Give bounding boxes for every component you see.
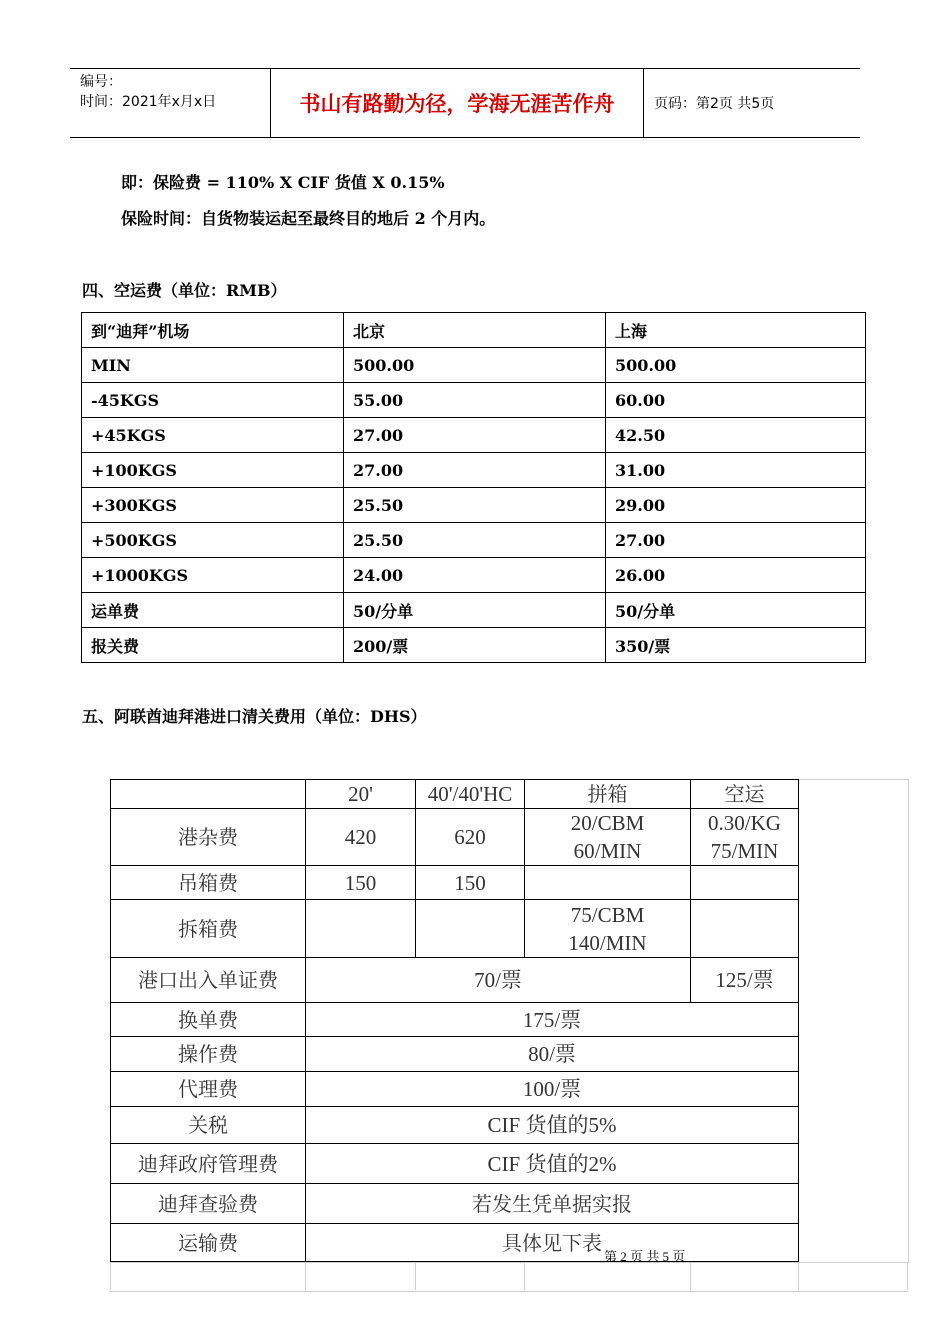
table-row [111, 1144, 799, 1184]
table-cell: +100KGS [82, 453, 344, 488]
table-cell: 0.30/KG 75/MIN [691, 809, 799, 866]
section4-title: 四、空运费（单位：RMB） [82, 281, 287, 300]
table-row [82, 523, 866, 558]
table-cell: 55.00 [344, 383, 606, 418]
table-cell: 40'/40'HC [416, 780, 525, 809]
table-cell: 拆箱费 [111, 900, 306, 958]
table-cell: 75/CBM 140/MIN [525, 900, 691, 958]
table-cell: 报关费 [82, 628, 344, 663]
page-header [70, 68, 860, 138]
spreadsheet-gridline [798, 1262, 799, 1290]
table-cell: 若发生凭单据实报 [306, 1184, 799, 1224]
table-cell: 100/票 [306, 1072, 799, 1107]
table-row [111, 1003, 799, 1037]
motto: 书山有路勤为径，学海无涯苦作舟 [299, 91, 615, 116]
spreadsheet-gridline [524, 1262, 525, 1290]
table-cell: -45KGS [82, 383, 344, 418]
table-row [82, 488, 866, 523]
table-cell: 25.50 [344, 523, 606, 558]
table-row [82, 593, 866, 628]
table-cell: 27.00 [606, 523, 866, 558]
table-cell: 27.00 [344, 418, 606, 453]
table-cell: CIF 货值的2% [306, 1144, 799, 1184]
spreadsheet-extra-column [798, 779, 909, 1263]
spreadsheet-gridline [110, 1262, 908, 1292]
header-motto-cell [271, 69, 644, 137]
table-cell [691, 900, 799, 958]
doc-number-label: 编号： [80, 74, 122, 90]
table-cell: 620 [416, 809, 525, 866]
table-cell: 上海 [606, 313, 866, 348]
table-cell: 50/分单 [606, 593, 866, 628]
spreadsheet-gridline [907, 1262, 908, 1290]
table-cell: 500.00 [606, 348, 866, 383]
table-cell: 运输费 [111, 1224, 306, 1262]
table-cell: +45KGS [82, 418, 344, 453]
table-cell: 代理费 [111, 1072, 306, 1107]
table-cell: 到“迪拜”机场 [82, 313, 344, 348]
table-cell: 北京 [344, 313, 606, 348]
table-cell: 125/票 [691, 958, 799, 1003]
table-cell: 500.00 [344, 348, 606, 383]
table-row [82, 558, 866, 593]
table-row [82, 628, 866, 663]
table-cell: 具体见下表 [306, 1224, 799, 1262]
table-row [111, 809, 799, 866]
table-cell: 空运 [691, 780, 799, 809]
table-cell: CIF 货值的5% [306, 1107, 799, 1144]
table-cell: 换单费 [111, 1003, 306, 1037]
table-cell: 港杂费 [111, 809, 306, 866]
table-cell: 20' [306, 780, 416, 809]
table-row [111, 1224, 799, 1262]
table-row [111, 1072, 799, 1107]
table-cell: 27.00 [344, 453, 606, 488]
table-row [82, 418, 866, 453]
table-cell: +1000KGS [82, 558, 344, 593]
table-cell: 拼箱 [525, 780, 691, 809]
table-cell: 29.00 [606, 488, 866, 523]
table-cell: 迪拜查验费 [111, 1184, 306, 1224]
air-freight-table [81, 312, 866, 663]
table-cell: 350/票 [606, 628, 866, 663]
table-cell: 42.50 [606, 418, 866, 453]
table-cell: 运单费 [82, 593, 344, 628]
doc-time-label: 时间：2021年x月x日 [80, 94, 217, 110]
table-cell [691, 866, 799, 900]
table-cell: 70/票 [306, 958, 691, 1003]
header-meta-cell [70, 69, 271, 137]
table-row [82, 453, 866, 488]
table-cell: +500KGS [82, 523, 344, 558]
spreadsheet-gridline [415, 1262, 416, 1290]
table-header-row [111, 780, 799, 809]
table-cell: 迪拜政府管理费 [111, 1144, 306, 1184]
insurance-formula: 即：保险费 = 110% X CIF 货值 X 0.15% [121, 173, 445, 192]
table-cell [525, 866, 691, 900]
table-cell: 吊箱费 [111, 866, 306, 900]
spreadsheet-gridline [690, 1262, 691, 1290]
table-row [82, 348, 866, 383]
table-row [111, 1107, 799, 1144]
table-cell: 200/票 [344, 628, 606, 663]
table-cell: 80/票 [306, 1037, 799, 1072]
table-cell: 26.00 [606, 558, 866, 593]
table-row [111, 900, 799, 958]
table-cell: 25.50 [344, 488, 606, 523]
table-cell: 港口出入单证费 [111, 958, 306, 1003]
table-row [111, 866, 799, 900]
table-row [82, 383, 866, 418]
table-cell: 175/票 [306, 1003, 799, 1037]
table-cell: 31.00 [606, 453, 866, 488]
table-row [111, 1184, 799, 1224]
header-page-cell [644, 69, 860, 137]
dubai-clearance-table [110, 779, 799, 1262]
page-footer: 第 2 页 共 5 页 [604, 1249, 686, 1264]
table-cell: 150 [416, 866, 525, 900]
table-cell [306, 900, 416, 958]
table-cell [111, 780, 306, 809]
table-row [111, 1037, 799, 1072]
table-row [111, 958, 799, 1003]
table-cell: 操作费 [111, 1037, 306, 1072]
table-cell: 150 [306, 866, 416, 900]
table-cell: 50/分单 [344, 593, 606, 628]
spreadsheet-gridline [110, 1262, 111, 1290]
table-cell: 关税 [111, 1107, 306, 1144]
table-cell: +300KGS [82, 488, 344, 523]
section5-title: 五、阿联酋迪拜港进口清关费用（单位：DHS） [82, 707, 427, 726]
page-info: 页码：第2页 共5页 [654, 96, 775, 112]
table-header-row [82, 313, 866, 348]
table-cell: 24.00 [344, 558, 606, 593]
table-cell: MIN [82, 348, 344, 383]
table-cell [416, 900, 525, 958]
table-cell: 420 [306, 809, 416, 866]
spreadsheet-gridline [305, 1262, 306, 1290]
table-cell: 20/CBM 60/MIN [525, 809, 691, 866]
table-cell: 60.00 [606, 383, 866, 418]
insurance-time: 保险时间：自货物装运起至最终目的地后 2 个月内。 [121, 209, 496, 228]
